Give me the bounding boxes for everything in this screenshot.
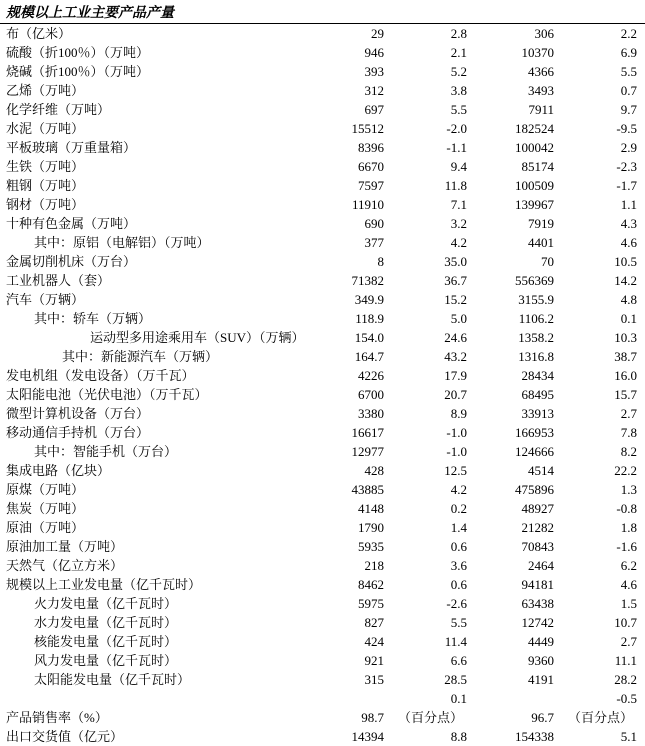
table-row: [0, 670, 645, 689]
cumulative-value-cell: 3493: [528, 82, 554, 98]
table-row: [0, 195, 645, 214]
month-growth-cell: 1.4: [450, 519, 467, 535]
month-growth-cell: 9.4: [450, 158, 467, 174]
cumulative-growth-cell: 6.9: [620, 44, 637, 60]
table-row: [0, 480, 645, 499]
month-growth-cell: 11.8: [444, 177, 467, 193]
cumulative-growth-cell: -0.5: [616, 690, 637, 706]
month-growth-cell: 6.6: [450, 652, 467, 668]
month-value-cell: 8: [377, 253, 384, 269]
cumulative-value-cell: 4191: [528, 671, 554, 687]
month-value-cell: 43885: [351, 481, 384, 497]
production-table: [0, 23, 645, 746]
table-row: [0, 62, 645, 81]
cumulative-growth-cell: 5.1: [620, 728, 637, 744]
table-row: [0, 176, 645, 195]
month-growth-cell: 3.6: [450, 557, 467, 573]
cumulative-value-cell: 1106.2: [518, 310, 554, 326]
table-row: [0, 385, 645, 404]
month-growth-cell: 5.0: [450, 310, 467, 326]
month-growth-cell: -2.6: [446, 595, 467, 611]
table-row: [0, 727, 645, 746]
month-growth-cell: 2.8: [390, 24, 475, 43]
product-name-cell: 汽车（万辆）: [6, 291, 85, 307]
month-growth-cell: 4.2: [450, 481, 467, 497]
product-name-cell: 风力发电量（亿千瓦时）: [34, 652, 178, 668]
cumulative-growth-cell: 5.5: [620, 63, 637, 79]
month-growth-cell: 20.7: [444, 386, 467, 402]
month-value-cell: 14394: [351, 728, 384, 744]
month-value-cell: 4148: [358, 500, 384, 516]
month-value-cell: 11910: [351, 196, 384, 212]
cumulative-growth-cell: 10.7: [614, 614, 637, 630]
cumulative-value-cell: 3155.9: [518, 291, 554, 307]
cumulative-value-cell: 28434: [521, 367, 554, 383]
month-value-cell: 7597: [358, 177, 384, 193]
month-value-cell: 424: [364, 633, 384, 649]
cumulative-growth-cell: 6.2: [620, 557, 637, 573]
table-row: [0, 689, 645, 708]
cumulative-growth-cell: 1.8: [620, 519, 637, 535]
product-name-cell: 核能发电量（亿千瓦时）: [34, 633, 178, 649]
cumulative-value-cell: 100509: [515, 177, 554, 193]
cumulative-growth-cell: 28.2: [614, 671, 637, 687]
month-growth-cell: -1.0: [446, 443, 467, 459]
product-name-cell: 金属切削机床（万台）: [6, 253, 137, 269]
table-row: [0, 43, 645, 62]
cumulative-growth-cell: -0.8: [616, 500, 637, 516]
month-value-cell: 946: [364, 44, 384, 60]
month-growth-cell: 3.2: [450, 215, 467, 231]
product-name-cell: 生铁（万吨）: [6, 158, 85, 174]
product-name-cell: 发电机组（发电设备）（万千瓦）: [6, 367, 195, 383]
cumulative-value-cell: 68495: [521, 386, 554, 402]
product-name-cell: 乙烯（万吨）: [6, 82, 85, 98]
table-body: [0, 24, 645, 746]
table-row: [0, 233, 645, 252]
cumulative-value-cell: 139967: [515, 196, 554, 212]
cumulative-growth-cell: 4.6: [620, 234, 637, 250]
cumulative-value-cell: 154338: [515, 728, 554, 744]
cumulative-growth-cell: 4.3: [620, 215, 637, 231]
cumulative-value-cell: 63438: [521, 595, 554, 611]
product-name-cell: 火力发电量（亿千瓦时）: [34, 595, 178, 611]
month-value-cell: 377: [364, 234, 384, 250]
product-name-cell: 天然气（亿立方米）: [6, 557, 124, 573]
month-value-cell: 921: [364, 652, 384, 668]
product-name-cell: 硫酸（折100％）（万吨）: [6, 44, 150, 60]
cumulative-value-cell: 10370: [521, 44, 554, 60]
cumulative-value-cell: 85174: [521, 158, 554, 174]
cumulative-value-cell: 100042: [515, 139, 554, 155]
cumulative-value-cell: 166953: [515, 424, 554, 440]
cumulative-growth-cell: 1.1: [620, 196, 637, 212]
cumulative-value-cell: 7919: [528, 215, 554, 231]
cumulative-growth-cell: -1.7: [616, 177, 637, 193]
month-growth-cell: 36.7: [444, 272, 467, 288]
table-row: [0, 252, 645, 271]
table-row: [0, 518, 645, 537]
month-value-cell: 16617: [351, 424, 384, 440]
month-value-cell: 349.9: [354, 291, 384, 307]
product-name-cell: 其中：原铝（电解铝）（万吨）: [34, 234, 210, 250]
cumulative-value-cell: 7911: [528, 101, 554, 117]
month-growth-cell: （百分点）: [398, 709, 464, 725]
table-row: [0, 309, 645, 328]
month-growth-cell: -2.0: [446, 120, 467, 136]
cumulative-value-cell: 21282: [521, 519, 554, 535]
product-name-cell: 钢材（万吨）: [6, 196, 85, 212]
month-value-cell: 4226: [358, 367, 384, 383]
cumulative-growth-cell: 2.2: [560, 24, 645, 43]
month-value-cell: 12977: [351, 443, 384, 459]
product-name-cell: 其中：智能手机（万台）: [34, 443, 178, 459]
product-name-cell: 移动通信手持机（万台）: [6, 424, 150, 440]
month-value-cell: 697: [364, 101, 384, 117]
cumulative-value-cell: 1316.8: [518, 348, 554, 364]
month-growth-cell: 8.9: [450, 405, 467, 421]
cumulative-growth-cell: 1.5: [620, 595, 637, 611]
table-row: [0, 613, 645, 632]
product-name-cell: 原油（万吨）: [6, 519, 85, 535]
product-name-cell: 原油加工量（万吨）: [6, 538, 124, 554]
month-value-cell: 315: [364, 671, 384, 687]
table-row: [0, 100, 645, 119]
month-value-cell: 827: [364, 614, 384, 630]
cumulative-value-cell: 124666: [515, 443, 554, 459]
table-row: [0, 214, 645, 233]
month-value-cell: 15512: [351, 120, 384, 136]
product-name-cell: [0, 689, 305, 708]
cumulative-value-cell: 556369: [515, 272, 554, 288]
product-name-cell: 规模以上工业发电量（亿千瓦时）: [6, 576, 202, 592]
cumulative-growth-cell: 0.1: [620, 310, 637, 326]
cumulative-growth-cell: 10.5: [614, 253, 637, 269]
month-growth-cell: 11.4: [444, 633, 467, 649]
month-value-cell: 3380: [358, 405, 384, 421]
cumulative-value-cell: 1358.2: [518, 329, 554, 345]
month-growth-cell: 0.1: [450, 690, 467, 706]
cumulative-value-cell: 4514: [528, 462, 554, 478]
cumulative-growth-cell: 16.0: [614, 367, 637, 383]
product-name-cell: 化学纤维（万吨）: [6, 101, 111, 117]
month-value-cell: 1790: [358, 519, 384, 535]
month-growth-cell: 24.6: [444, 329, 467, 345]
month-growth-cell: 28.5: [444, 671, 467, 687]
month-growth-cell: 5.2: [450, 63, 467, 79]
month-growth-cell: -1.1: [446, 139, 467, 155]
month-growth-cell: 4.2: [450, 234, 467, 250]
month-value-cell: 6670: [358, 158, 384, 174]
month-value-cell: 98.7: [361, 709, 384, 725]
cumulative-value-cell: 4449: [528, 633, 554, 649]
table-row: [0, 328, 645, 347]
cumulative-growth-cell: 11.1: [614, 652, 637, 668]
table-row: [0, 537, 645, 556]
cumulative-value-cell: 48927: [521, 500, 554, 516]
month-value-cell: 154.0: [354, 329, 384, 345]
page-title: 规模以上工业主要产品产量: [6, 6, 174, 21]
product-name-cell: 水泥（万吨）: [6, 120, 85, 136]
cumulative-growth-cell: -2.3: [616, 158, 637, 174]
cumulative-growth-cell: 4.8: [620, 291, 637, 307]
month-growth-cell: 3.8: [450, 82, 467, 98]
month-growth-cell: 2.1: [450, 44, 467, 60]
product-name-cell: 平板玻璃（万重量箱）: [6, 139, 137, 155]
table-row: [0, 499, 645, 518]
month-growth-cell: 0.6: [450, 576, 467, 592]
month-value-cell: 6700: [358, 386, 384, 402]
month-value-cell: 312: [364, 82, 384, 98]
table-row: [0, 442, 645, 461]
table-row: [0, 708, 645, 727]
cumulative-growth-cell: 15.7: [614, 386, 637, 402]
product-name-cell: 水力发电量（亿千瓦时）: [34, 614, 178, 630]
table-row: [0, 404, 645, 423]
cumulative-value-cell: 306: [475, 24, 560, 43]
cumulative-value-cell: 475896: [515, 481, 554, 497]
table-row: [0, 138, 645, 157]
cumulative-value-cell: 12742: [521, 614, 554, 630]
cumulative-growth-cell: 7.8: [620, 424, 637, 440]
product-name-cell: 其中：轿车（万辆）: [34, 310, 152, 326]
month-value-cell: [305, 689, 390, 708]
cumulative-growth-cell: 4.6: [620, 576, 637, 592]
month-growth-cell: -1.0: [446, 424, 467, 440]
table-row: [0, 290, 645, 309]
month-growth-cell: 17.9: [444, 367, 467, 383]
table-row: [0, 81, 645, 100]
table-row: [0, 556, 645, 575]
product-name-cell: 十种有色金属（万吨）: [6, 215, 137, 231]
table-row: [0, 119, 645, 138]
product-name-cell: 布（亿米）: [0, 24, 305, 43]
month-growth-cell: 7.1: [450, 196, 467, 212]
month-value-cell: 218: [364, 557, 384, 573]
cumulative-growth-cell: 2.7: [620, 633, 637, 649]
month-value-cell: 5975: [358, 595, 384, 611]
cumulative-growth-cell: 10.3: [614, 329, 637, 345]
cumulative-growth-cell: 1.3: [620, 481, 637, 497]
cumulative-value-cell: [475, 689, 560, 708]
cumulative-value-cell: 2464: [528, 557, 554, 573]
cumulative-growth-cell: 22.2: [614, 462, 637, 478]
product-name-cell: 其中：新能源汽车（万辆）: [62, 348, 219, 364]
cumulative-value-cell: 182524: [515, 120, 554, 136]
month-value-cell: 29: [305, 24, 390, 43]
month-growth-cell: 15.2: [444, 291, 467, 307]
table-row: [0, 461, 645, 480]
cumulative-growth-cell: 14.2: [614, 272, 637, 288]
cumulative-growth-cell: （百分点）: [568, 709, 634, 725]
month-growth-cell: 12.5: [444, 462, 467, 478]
table-row: [0, 632, 645, 651]
month-value-cell: 428: [364, 462, 384, 478]
month-value-cell: 8396: [358, 139, 384, 155]
product-name-cell: 粗钢（万吨）: [6, 177, 85, 193]
month-growth-cell: 35.0: [444, 253, 467, 269]
month-value-cell: 8462: [358, 576, 384, 592]
product-name-cell: 微型计算机设备（万台）: [6, 405, 150, 421]
month-growth-cell: 5.5: [450, 614, 467, 630]
cumulative-growth-cell: 38.7: [614, 348, 637, 364]
month-value-cell: 393: [364, 63, 384, 79]
table-row: [0, 157, 645, 176]
month-value-cell: 118.9: [355, 310, 384, 326]
product-name-cell: 运动型多用途乘用车（SUV）（万辆）: [90, 329, 305, 345]
cumulative-value-cell: 94181: [521, 576, 554, 592]
table-row: [0, 24, 645, 43]
cumulative-growth-cell: 8.2: [620, 443, 637, 459]
cumulative-growth-cell: -1.6: [616, 538, 637, 554]
product-name-cell: 工业机器人（套）: [6, 272, 111, 288]
table-row: [0, 271, 645, 290]
month-value-cell: 690: [364, 215, 384, 231]
product-name-cell: 产品销售率（%）: [6, 709, 108, 725]
table-row: [0, 594, 645, 613]
product-name-cell: 集成电路（亿块）: [6, 462, 111, 478]
cumulative-growth-cell: -9.5: [616, 120, 637, 136]
month-value-cell: 164.7: [354, 348, 384, 364]
cumulative-value-cell: 4366: [528, 63, 554, 79]
table-row: [0, 347, 645, 366]
table-row: [0, 651, 645, 670]
month-growth-cell: 43.2: [444, 348, 467, 364]
cumulative-value-cell: 33913: [521, 405, 554, 421]
cumulative-value-cell: 70843: [521, 538, 554, 554]
cumulative-growth-cell: 2.7: [620, 405, 637, 421]
product-name-cell: 出口交货值（亿元）: [6, 728, 124, 744]
table-row: [0, 366, 645, 385]
month-growth-cell: 5.5: [450, 101, 467, 117]
month-growth-cell: 0.2: [450, 500, 467, 516]
product-name-cell: 原煤（万吨）: [6, 481, 85, 497]
month-value-cell: 71382: [351, 272, 384, 288]
cumulative-growth-cell: 2.9: [620, 139, 637, 155]
cumulative-growth-cell: 0.7: [620, 82, 637, 98]
product-name-cell: 太阳能电池（光伏电池）（万千瓦）: [6, 386, 208, 402]
table-row: [0, 423, 645, 442]
cumulative-value-cell: 9360: [528, 652, 554, 668]
product-name-cell: 烧碱（折100％）（万吨）: [6, 63, 150, 79]
product-name-cell: 太阳能发电量（亿千瓦时）: [34, 671, 191, 687]
cumulative-value-cell: 70: [541, 253, 554, 269]
product-name-cell: 焦炭（万吨）: [6, 500, 85, 516]
cumulative-growth-cell: 9.7: [620, 101, 637, 117]
cumulative-value-cell: 96.7: [531, 709, 554, 725]
month-value-cell: 5935: [358, 538, 384, 554]
table-row: [0, 575, 645, 594]
cumulative-value-cell: 4401: [528, 234, 554, 250]
month-growth-cell: 8.8: [450, 728, 467, 744]
month-growth-cell: 0.6: [450, 538, 467, 554]
